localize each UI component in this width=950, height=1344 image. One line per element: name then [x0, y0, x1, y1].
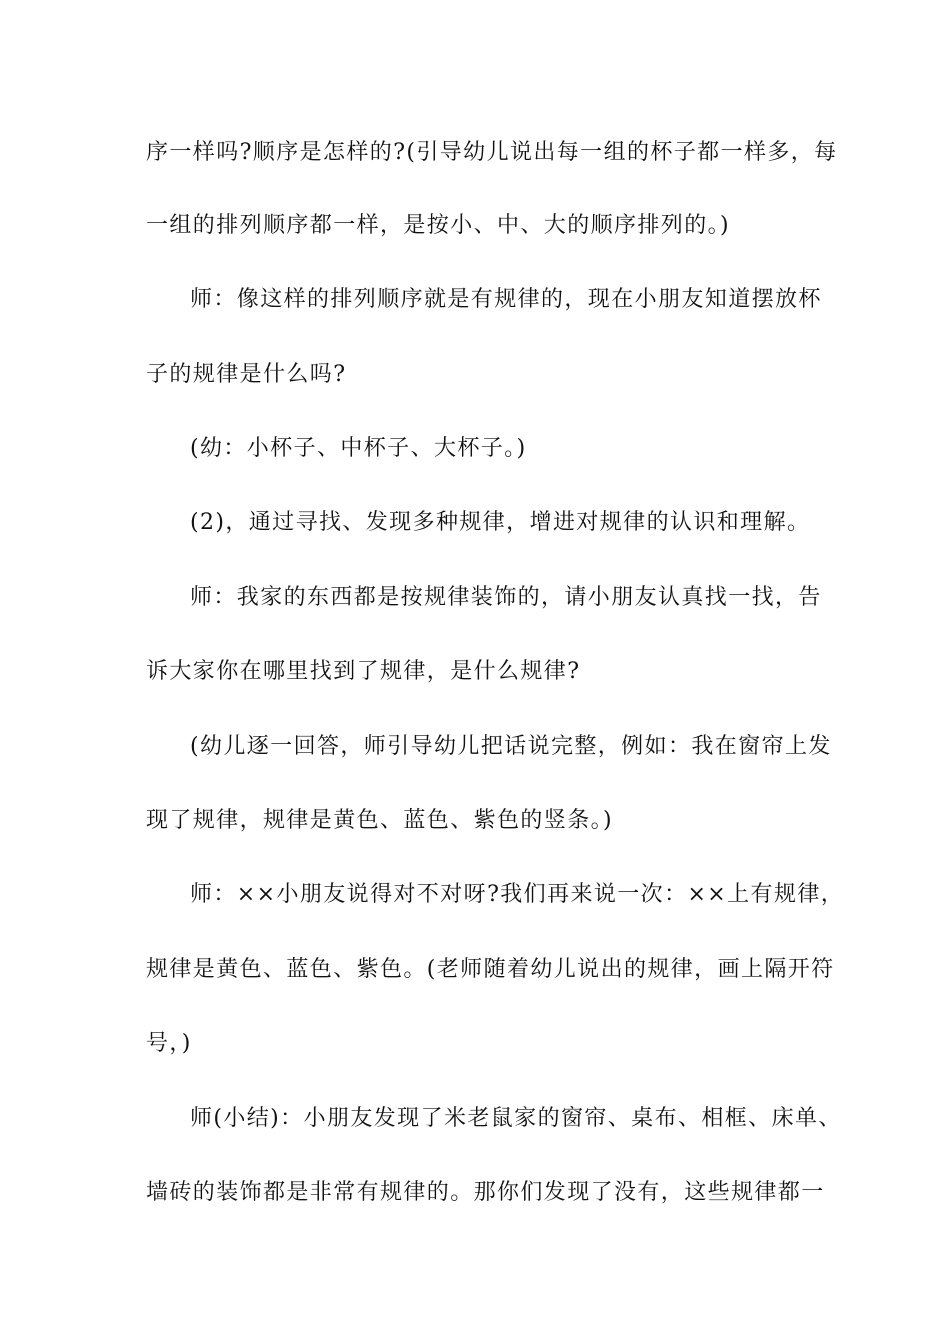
- paragraph-start-line: 师：像这样的排列顺序就是有规律的，现在小朋友知道摆放杯: [190, 287, 822, 312]
- text-line: 子的规律是什么吗?: [146, 362, 347, 387]
- text-line: 一组的排列顺序都一样，是按小、中、大的顺序排列的。): [146, 213, 730, 238]
- paragraph-start-line: 师：我家的东西都是按规律装饰的，请小朋友认真找一找，告: [190, 585, 822, 610]
- paragraph-start-line: 师(小结)：小朋友发现了米老鼠家的窗帘、桌布、相框、床单、: [190, 1106, 842, 1131]
- paragraph-start-line: 师：××小朋友说得对不对呀?我们再来说一次：××上有规律，: [190, 882, 845, 907]
- text-line: 墙砖的装饰都是非常有规律的。那你们发现了没有，这些规律都一: [146, 1180, 825, 1205]
- paragraph-start-line: (2)，通过寻找、发现多种规律，增进对规律的认识和理解。: [190, 510, 811, 535]
- paragraph-start-line: (幼儿逐一回答，师引导幼儿把话说完整，例如：我在窗帘上发: [190, 734, 832, 759]
- text-line: 序一样吗?顺序是怎样的?(引导幼儿说出每一组的杯子都一样多，每: [146, 140, 838, 165]
- text-line: 诉大家你在哪里找到了规律，是什么规律?: [146, 659, 581, 684]
- paragraph-start-line: (幼：小杯子、中杯子、大杯子。): [190, 436, 527, 461]
- text-line: 号，): [146, 1031, 192, 1056]
- text-line: 规律是黄色、蓝色、紫色。(老师随着幼儿说出的规律，画上隔开符: [146, 957, 835, 982]
- text-line: 现了规律，规律是黄色、蓝色、紫色的竖条。): [146, 808, 613, 833]
